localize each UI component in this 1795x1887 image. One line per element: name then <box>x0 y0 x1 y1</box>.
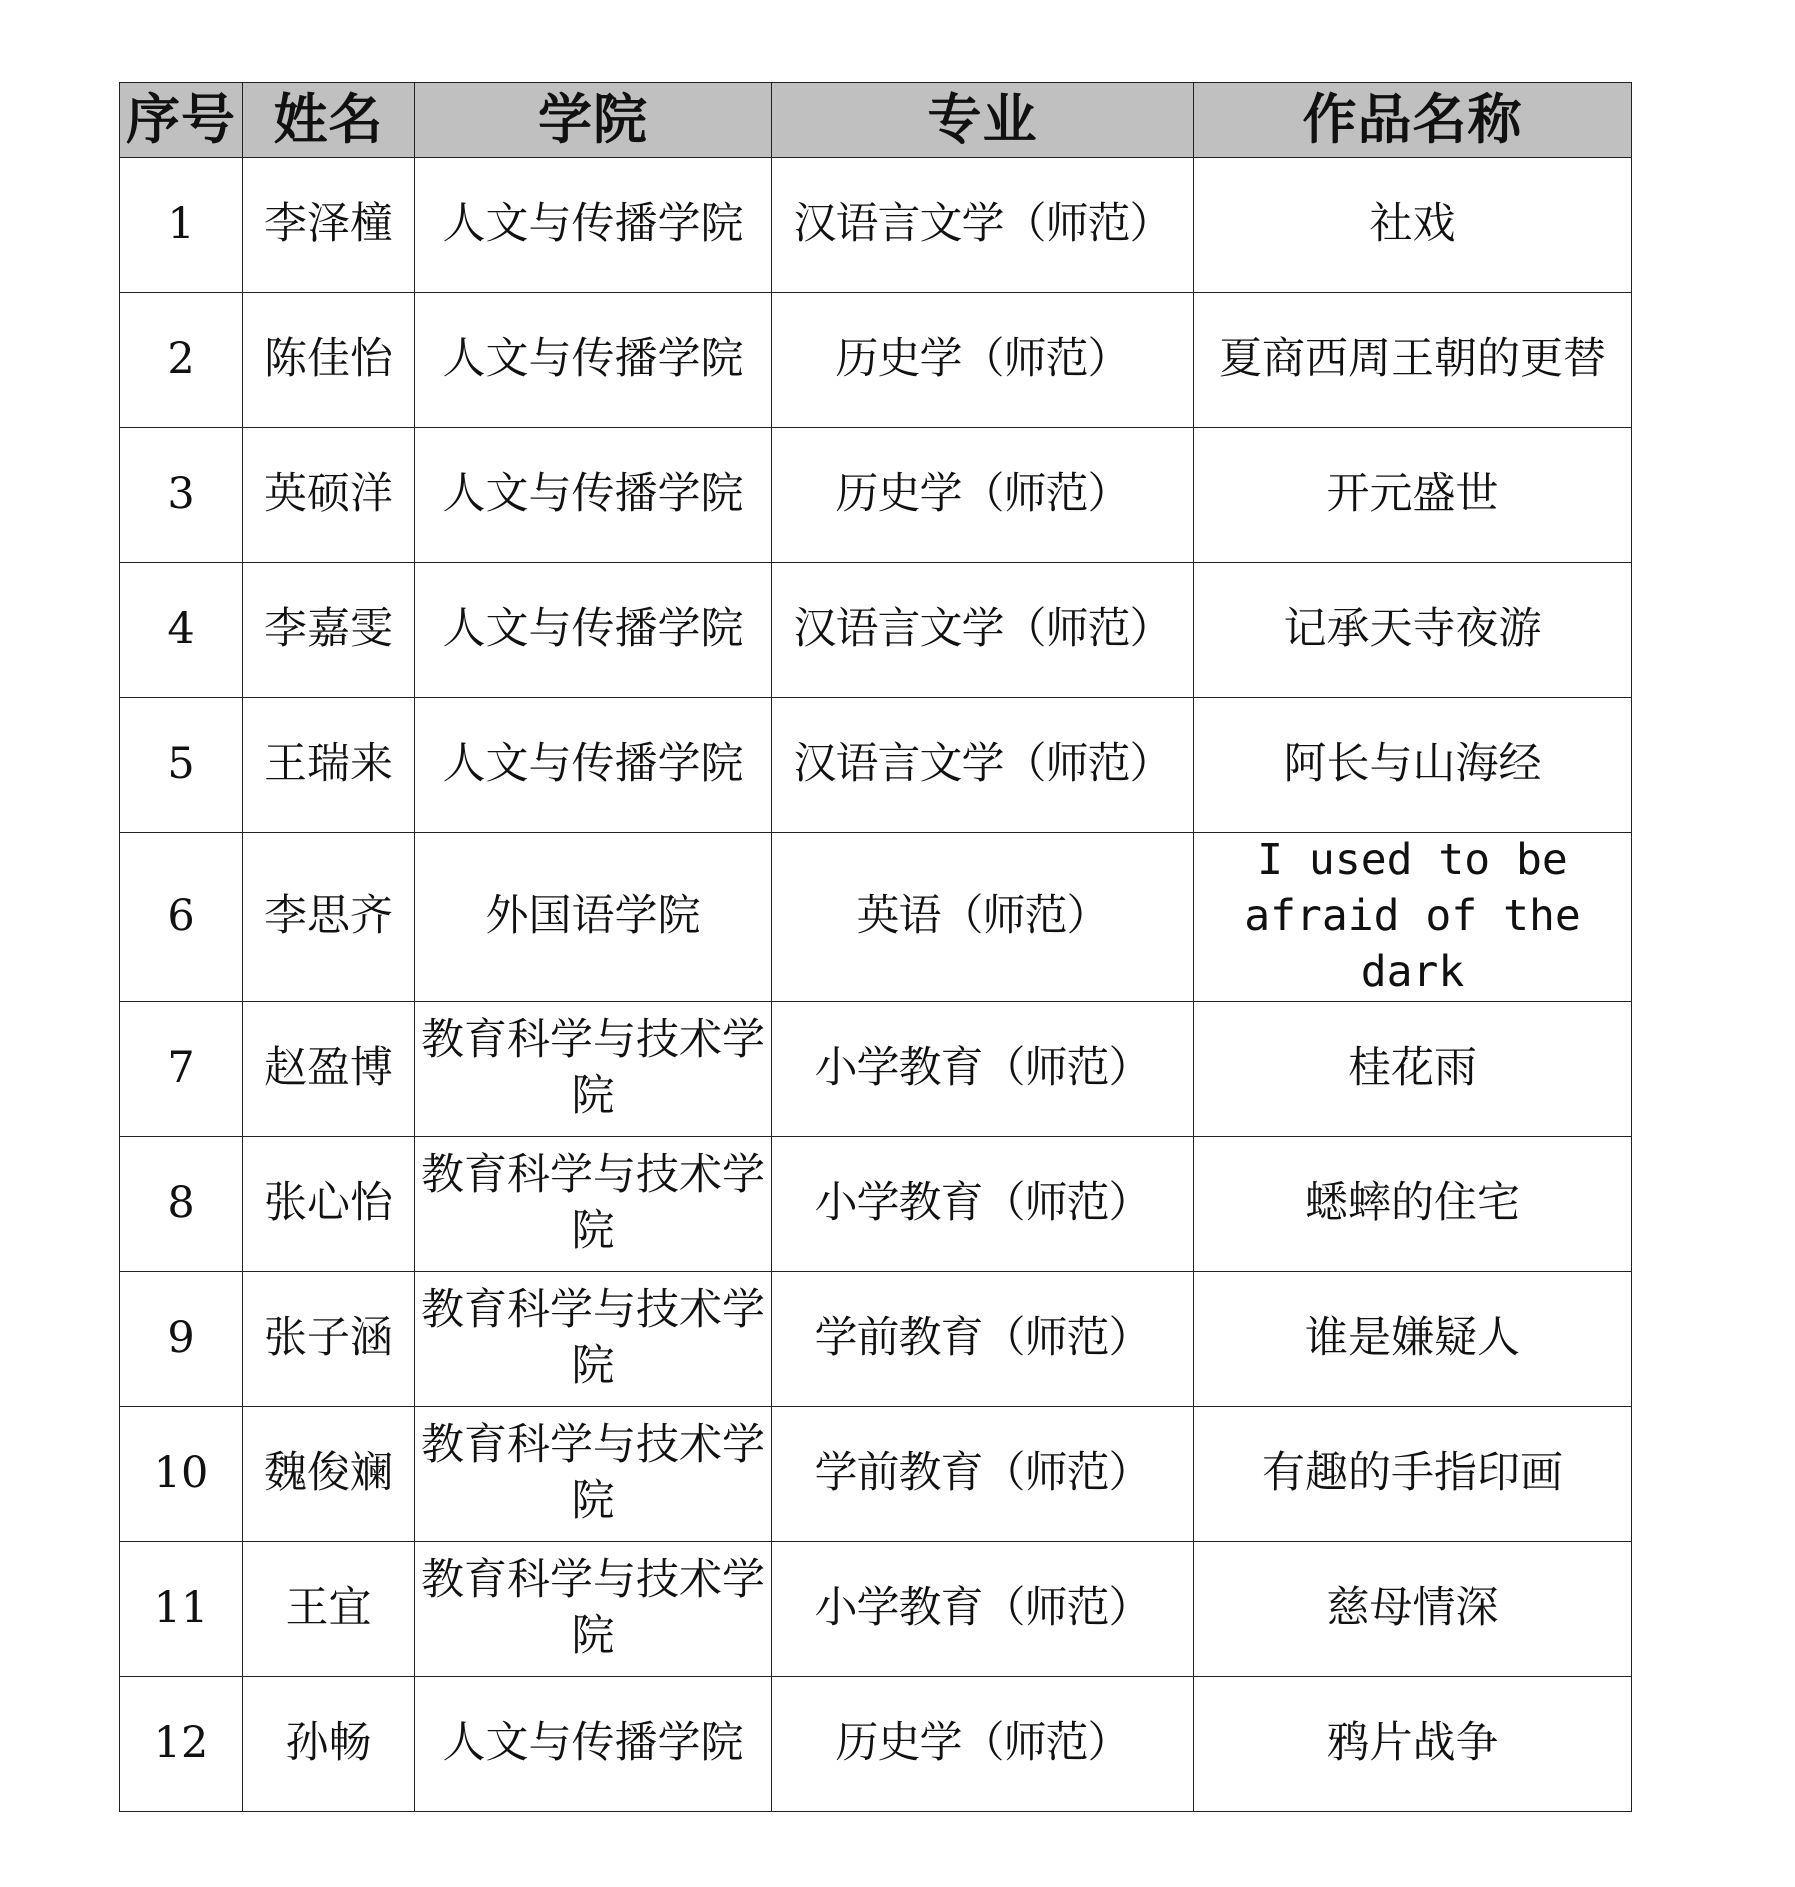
header-name: 姓名 <box>243 83 415 158</box>
cell-work-title: 慈母情深 <box>1194 1541 1632 1676</box>
cell-college: 人文与传播学院 <box>415 698 772 833</box>
cell-major: 历史学（师范） <box>772 428 1194 563</box>
cell-name: 张子涵 <box>243 1271 415 1406</box>
cell-college: 教育科学与技术学院 <box>415 1001 772 1136</box>
cell-major: 小学教育（师范） <box>772 1541 1194 1676</box>
cell-name: 王瑞来 <box>243 698 415 833</box>
cell-number: 6 <box>120 833 243 1002</box>
cell-name: 赵盈博 <box>243 1001 415 1136</box>
cell-work-title: 谁是嫌疑人 <box>1194 1271 1632 1406</box>
cell-major: 汉语言文学（师范） <box>772 158 1194 293</box>
cell-work-title: 鸦片战争 <box>1194 1676 1632 1811</box>
cell-college: 教育科学与技术学院 <box>415 1271 772 1406</box>
cell-number: 4 <box>120 563 243 698</box>
cell-college: 教育科学与技术学院 <box>415 1136 772 1271</box>
cell-major: 小学教育（师范） <box>772 1001 1194 1136</box>
table-row <box>120 833 1632 1002</box>
cell-college: 人文与传播学院 <box>415 293 772 428</box>
cell-work-title: 夏商西周王朝的更替 <box>1194 293 1632 428</box>
cell-college: 人文与传播学院 <box>415 158 772 293</box>
cell-name: 李泽橦 <box>243 158 415 293</box>
cell-number: 5 <box>120 698 243 833</box>
table-row <box>120 1271 1632 1406</box>
table-row <box>120 1001 1632 1136</box>
cell-number: 2 <box>120 293 243 428</box>
cell-major: 汉语言文学（师范） <box>772 698 1194 833</box>
table-row <box>120 1406 1632 1541</box>
cell-number: 3 <box>120 428 243 563</box>
cell-major: 学前教育（师范） <box>772 1406 1194 1541</box>
cell-number: 7 <box>120 1001 243 1136</box>
cell-number: 9 <box>120 1271 243 1406</box>
cell-college: 教育科学与技术学院 <box>415 1406 772 1541</box>
cell-work-title: 开元盛世 <box>1194 428 1632 563</box>
cell-college: 外国语学院 <box>415 833 772 1002</box>
header-row <box>120 83 1632 158</box>
cell-work-title: 有趣的手指印画 <box>1194 1406 1632 1541</box>
cell-major: 英语（师范） <box>772 833 1194 1002</box>
cell-college: 人文与传播学院 <box>415 1676 772 1811</box>
cell-major: 学前教育（师范） <box>772 1271 1194 1406</box>
cell-name: 英硕洋 <box>243 428 415 563</box>
works-table <box>119 82 1632 1812</box>
header-major: 专业 <box>772 83 1194 158</box>
cell-college: 教育科学与技术学院 <box>415 1541 772 1676</box>
cell-college: 人文与传播学院 <box>415 563 772 698</box>
cell-college: 人文与传播学院 <box>415 428 772 563</box>
table-row <box>120 563 1632 698</box>
table-row <box>120 1676 1632 1811</box>
cell-work-title: 记承天寺夜游 <box>1194 563 1632 698</box>
cell-work-title: 蟋蟀的住宅 <box>1194 1136 1632 1271</box>
table-row <box>120 1541 1632 1676</box>
cell-name: 李思齐 <box>243 833 415 1002</box>
table-row <box>120 293 1632 428</box>
cell-work-title: 阿长与山海经 <box>1194 698 1632 833</box>
cell-number: 11 <box>120 1541 243 1676</box>
table-row <box>120 428 1632 563</box>
header-college: 学院 <box>415 83 772 158</box>
cell-major: 小学教育（师范） <box>772 1136 1194 1271</box>
cell-number: 1 <box>120 158 243 293</box>
cell-number: 10 <box>120 1406 243 1541</box>
cell-number: 12 <box>120 1676 243 1811</box>
table-row <box>120 698 1632 833</box>
cell-name: 孙畅 <box>243 1676 415 1811</box>
cell-name: 李嘉雯 <box>243 563 415 698</box>
cell-work-title: 社戏 <box>1194 158 1632 293</box>
cell-major: 汉语言文学（师范） <box>772 563 1194 698</box>
cell-number: 8 <box>120 1136 243 1271</box>
cell-work-title: 桂花雨 <box>1194 1001 1632 1136</box>
table-row <box>120 158 1632 293</box>
cell-name: 魏俊斓 <box>243 1406 415 1541</box>
cell-name: 王宜 <box>243 1541 415 1676</box>
cell-name: 陈佳怡 <box>243 293 415 428</box>
cell-major: 历史学（师范） <box>772 293 1194 428</box>
table-row <box>120 1136 1632 1271</box>
cell-name: 张心怡 <box>243 1136 415 1271</box>
cell-major: 历史学（师范） <box>772 1676 1194 1811</box>
header-number: 序号 <box>120 83 243 158</box>
header-work: 作品名称 <box>1194 83 1632 158</box>
cell-work-title: I used to be afraid of the dark <box>1194 833 1632 1002</box>
